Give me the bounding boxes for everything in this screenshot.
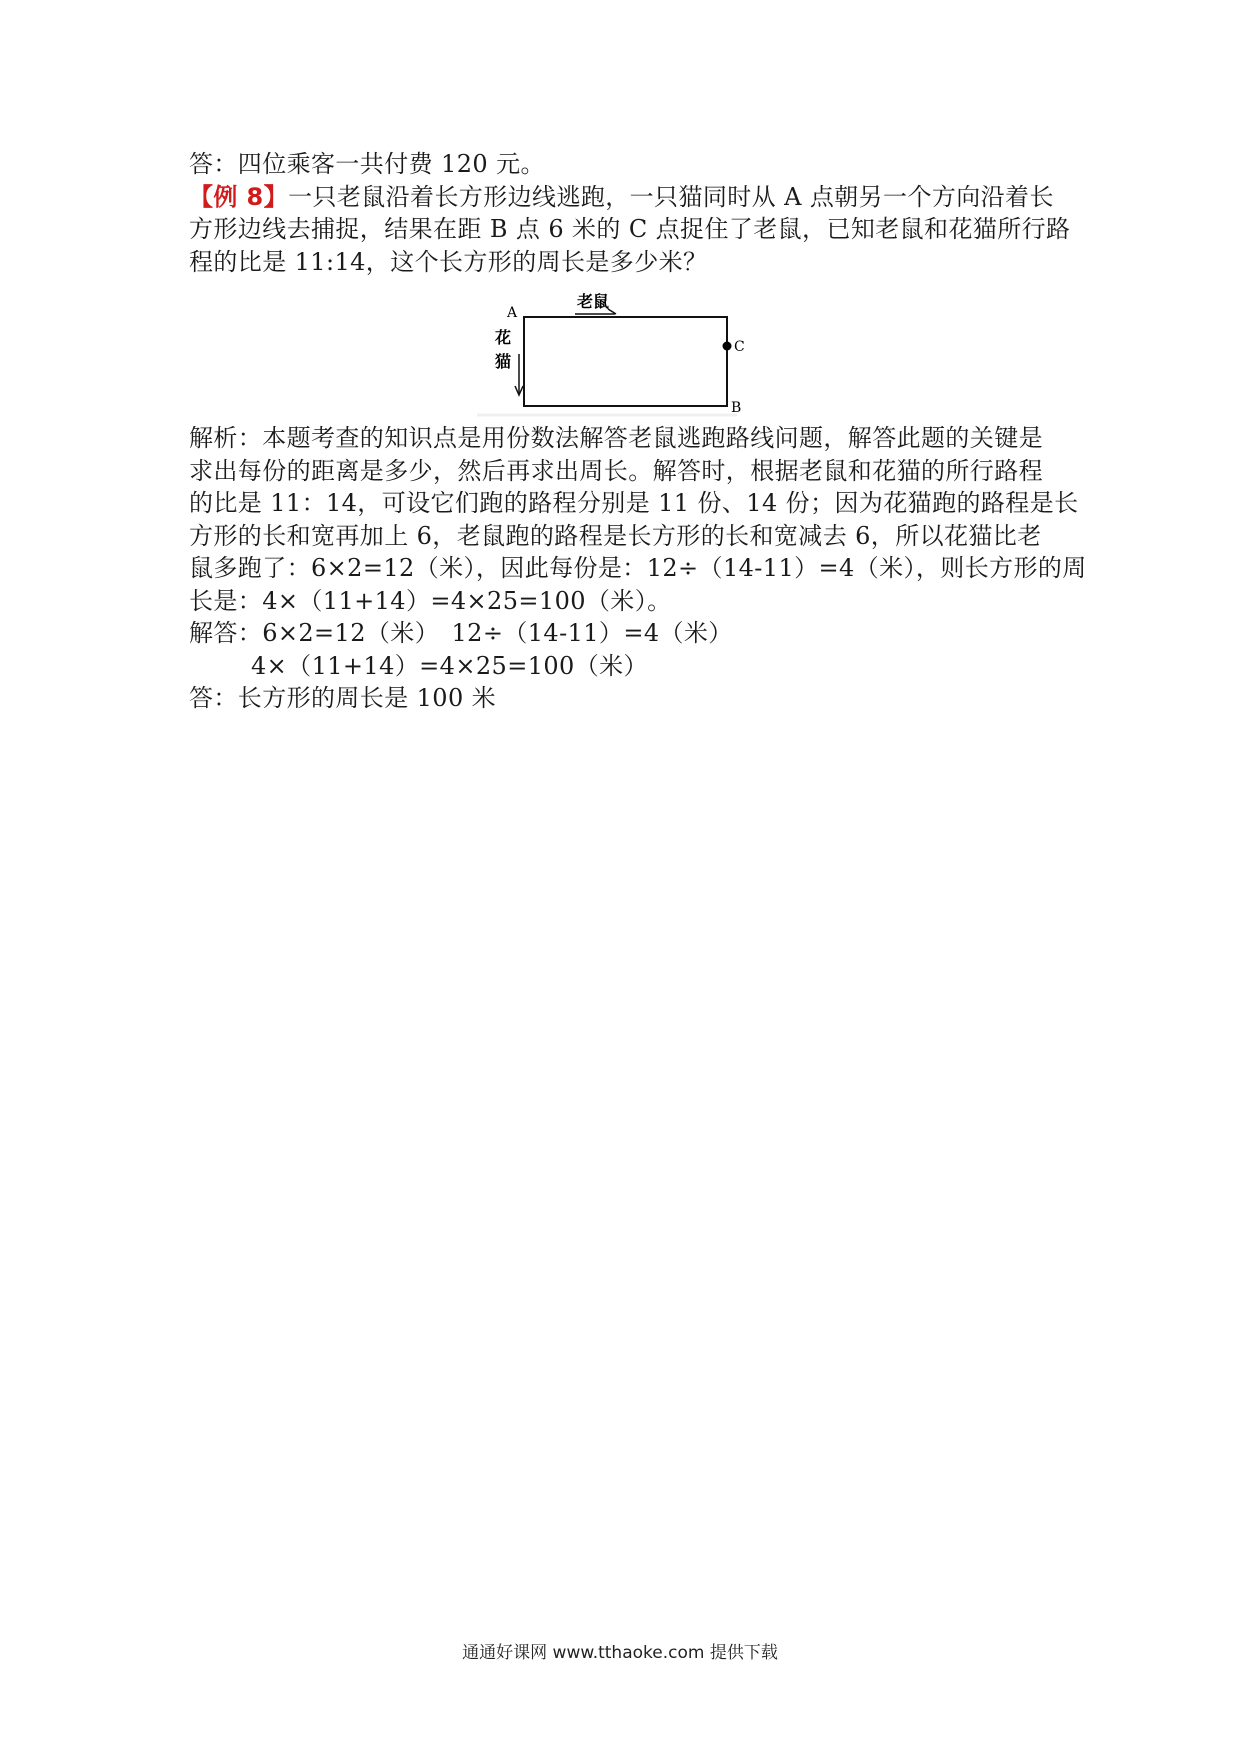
analysis-line-3: 的比是 11：14，可设它们跑的路程分别是 11 份、14 份；因为花猫跑的路程是长 [189,489,1079,517]
analysis-line-1: 解析：本题考查的知识点是用份数法解答老鼠逃跑路线问题，解答此题的关键是 [189,424,1043,452]
problem-line-1 [189,181,1059,214]
analysis-line-5: 鼠多跑了：6×2=12（米），因此每份是：12÷（14-11）=4（米），则长方形的周 [189,554,1087,582]
analysis-line-4: 方形的长和宽再加上 6，老鼠跑的路程是长方形的长和宽减去 6，所以花猫比老 [189,521,1042,550]
label-c: C [734,339,745,355]
example-label: 【例 8】 [189,182,289,211]
document-body [189,148,1087,715]
problem-line-2: 方形边线去捕捉，结果在距 B 点 6 米的 C 点捉住了老鼠，已知老鼠和花猫所行路 [189,215,1071,243]
rectangle-path [524,317,727,406]
rectangle-diagram-svg [477,280,957,420]
label-a: A [507,305,518,321]
page-footer: 通通好课网 www.tthaoke.com 提供下载 [462,1643,778,1663]
solution-line-1: 解答：6×2=12（米） 12÷（14-11）=4（米） [189,619,733,647]
rectangle-diagram [189,280,1059,420]
cat-label-bottom: 猫 [495,352,512,371]
solution-line-2: 4×（11+14）=4×25=100（米） [251,651,648,680]
label-b: B [731,400,742,416]
problem-line-3: 程的比是 11:14，这个长方形的周长是多少米？ [189,247,708,276]
analysis-line-2: 求出每份的距离是多少，然后再求出周长。解答时，根据老鼠和花猫的所行路程 [189,456,1043,485]
previous-answer: 答：四位乘客一共付费 120 元。 [189,150,545,178]
analysis-line-6: 长是：4×（11+14）=4×25=100（米）。 [189,586,672,615]
point-c-dot [723,342,732,351]
final-answer: 答：长方形的周长是 100 米 [189,684,497,712]
problem-text-1: 一只老鼠沿着长方形边线逃跑，一只猫同时从 A 点朝另一个方向沿着长 [288,182,1054,211]
mouse-label: 老鼠 [577,292,610,311]
cat-label-top: 花 [495,328,512,347]
